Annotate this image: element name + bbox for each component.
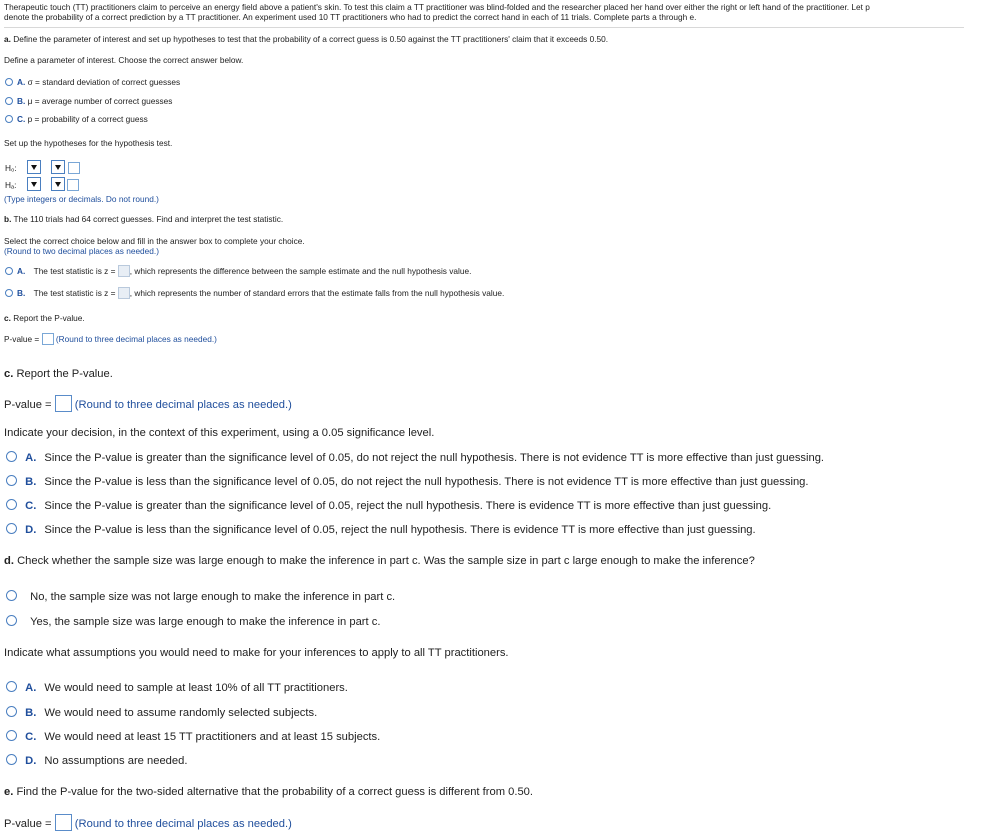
part-b-option-b[interactable]: B. The test statistic is z = , which represents the number of standard errors that the estimate falls from the null hypothesis value.: [5, 287, 504, 299]
assumption-option-d[interactable]: D. No assumptions are needed.: [6, 754, 187, 768]
pvalue-input-small[interactable]: [42, 333, 54, 345]
z-stat-input-b[interactable]: [118, 287, 130, 299]
part-c-pvalue-row: P-value = (Round to three decimal places as needed.): [4, 395, 292, 412]
part-d-prompt: d. Check whether the sample size was large enough to make the inference in part c. Was the sample size in part c large enough to make the inference?: [4, 555, 755, 567]
hypothesis-note: (Type integers or decimals. Do not round.): [4, 194, 159, 204]
radio-button[interactable]: [6, 681, 17, 692]
part-a-option-c[interactable]: C. p = probability of a correct guess: [5, 114, 148, 124]
part-a-option-a[interactable]: A. σ = standard deviation of correct guesses: [5, 77, 180, 87]
decision-option-c[interactable]: C. Since the P-value is greater than the significance level of 0.05, reject the null hypothesis. There is evidence TT is more effective than just guessing.: [6, 499, 771, 513]
ha-value-input[interactable]: [67, 179, 79, 191]
radio-button[interactable]: [6, 499, 17, 510]
pvalue-input[interactable]: [55, 395, 72, 412]
radio-button[interactable]: [6, 754, 17, 765]
h0-label: H₀:: [5, 163, 17, 173]
part-b-option-a[interactable]: A. The test statistic is z = , which represents the difference between the sample estimate and the null hypothesis value.: [5, 265, 471, 277]
two-sided-pvalue-input[interactable]: [55, 814, 72, 831]
decision-option-b[interactable]: B. Since the P-value is less than the significance level of 0.05, do not reject the null hypothesis. There is not evidence TT is more effective than just guessing.: [6, 475, 809, 489]
radio-button[interactable]: [6, 730, 17, 741]
assumption-option-b[interactable]: B. We would need to assume randomly selected subjects.: [6, 706, 317, 720]
part-c-small-prompt: c. Report the P-value.: [4, 313, 85, 323]
radio-button[interactable]: [6, 451, 17, 462]
h0-operator-dropdown[interactable]: [51, 160, 65, 174]
part-a-instruction: Define a parameter of interest. Choose the correct answer below.: [4, 55, 244, 65]
radio-button[interactable]: [5, 97, 13, 105]
part-a-option-b[interactable]: B. μ = average number of correct guesses: [5, 96, 172, 106]
ha-operator-dropdown[interactable]: [51, 177, 65, 191]
ha-parameter-dropdown[interactable]: [27, 177, 41, 191]
h0-value-input[interactable]: [68, 162, 80, 174]
part-b-prompt: b. The 110 trials had 64 correct guesses. Find and interpret the test statistic.: [4, 214, 284, 224]
assumption-option-a[interactable]: A. We would need to sample at least 10% of all TT practitioners.: [6, 681, 348, 695]
part-e-prompt: e. Find the P-value for the two-sided alternative that the probability of a correct guess is different from 0.50.: [4, 786, 534, 798]
divider: [4, 27, 964, 28]
radio-button[interactable]: [6, 475, 17, 486]
radio-button[interactable]: [6, 590, 17, 601]
radio-button[interactable]: [6, 615, 17, 626]
radio-button[interactable]: [5, 78, 13, 86]
sample-size-no[interactable]: No, the sample size was not large enough to make the inference in part c.: [6, 590, 395, 604]
decision-prompt: Indicate your decision, in the context of this experiment, using a 0.05 significance level.: [4, 427, 435, 439]
assumption-prompt: Indicate what assumptions you would need to make for your inferences to apply to all TT practitioners.: [4, 647, 509, 659]
radio-button[interactable]: [6, 523, 17, 534]
radio-button[interactable]: [5, 267, 13, 275]
ha-label: Hₐ:: [5, 180, 17, 190]
z-stat-input-a[interactable]: [118, 265, 130, 277]
intro-line-2: denote the probability of a correct prediction by a TT practitioner. An experiment used 10 TT practitioners who had to predict the correct hand in each of 11 trials. Complete parts a through e.: [4, 12, 697, 22]
part-c-small-pvalue-row: P-value = (Round to three decimal places as needed.): [4, 334, 217, 344]
h0-parameter-dropdown[interactable]: [27, 160, 41, 174]
sample-size-yes[interactable]: Yes, the sample size was large enough to make the inference in part c.: [6, 615, 380, 629]
part-b-instruction: Select the correct choice below and fill in the answer box to complete your choice.: [4, 236, 305, 246]
radio-button[interactable]: [5, 289, 13, 297]
part-b-round-note: (Round to two decimal places as needed.): [4, 246, 159, 256]
part-e-pvalue-row: P-value = (Round to three decimal places as needed.): [4, 814, 292, 831]
radio-button[interactable]: [5, 115, 13, 123]
decision-option-a[interactable]: A. Since the P-value is greater than the significance level of 0.05, do not reject the null hypothesis. There is not evidence TT is more effective than just guessing.: [6, 451, 824, 465]
intro-line-1: Therapeutic touch (TT) practitioners claim to perceive an energy field above a patient's skin. To test this claim a TT practitioner was blind-folded and the researcher placed her hand over either the right or left hand of the practitioner. Let p: [4, 2, 870, 12]
decision-option-d[interactable]: D. Since the P-value is less than the significance level of 0.05, reject the null hypothesis. There is evidence TT is more effective than just guessing.: [6, 523, 756, 537]
h0-row: [5, 160, 80, 174]
ha-row: [5, 177, 79, 191]
part-c-prompt: c. Report the P-value.: [4, 368, 113, 380]
radio-button[interactable]: [6, 706, 17, 717]
assumption-option-c[interactable]: C. We would need at least 15 TT practitioners and at least 15 subjects.: [6, 730, 380, 744]
hypothesis-instruction: Set up the hypotheses for the hypothesis test.: [4, 138, 173, 148]
part-a-prompt: a. Define the parameter of interest and set up hypotheses to test that the probability of a correct guess is 0.50 against the TT practitioners' claim that it exceeds 0.50.: [4, 34, 609, 44]
